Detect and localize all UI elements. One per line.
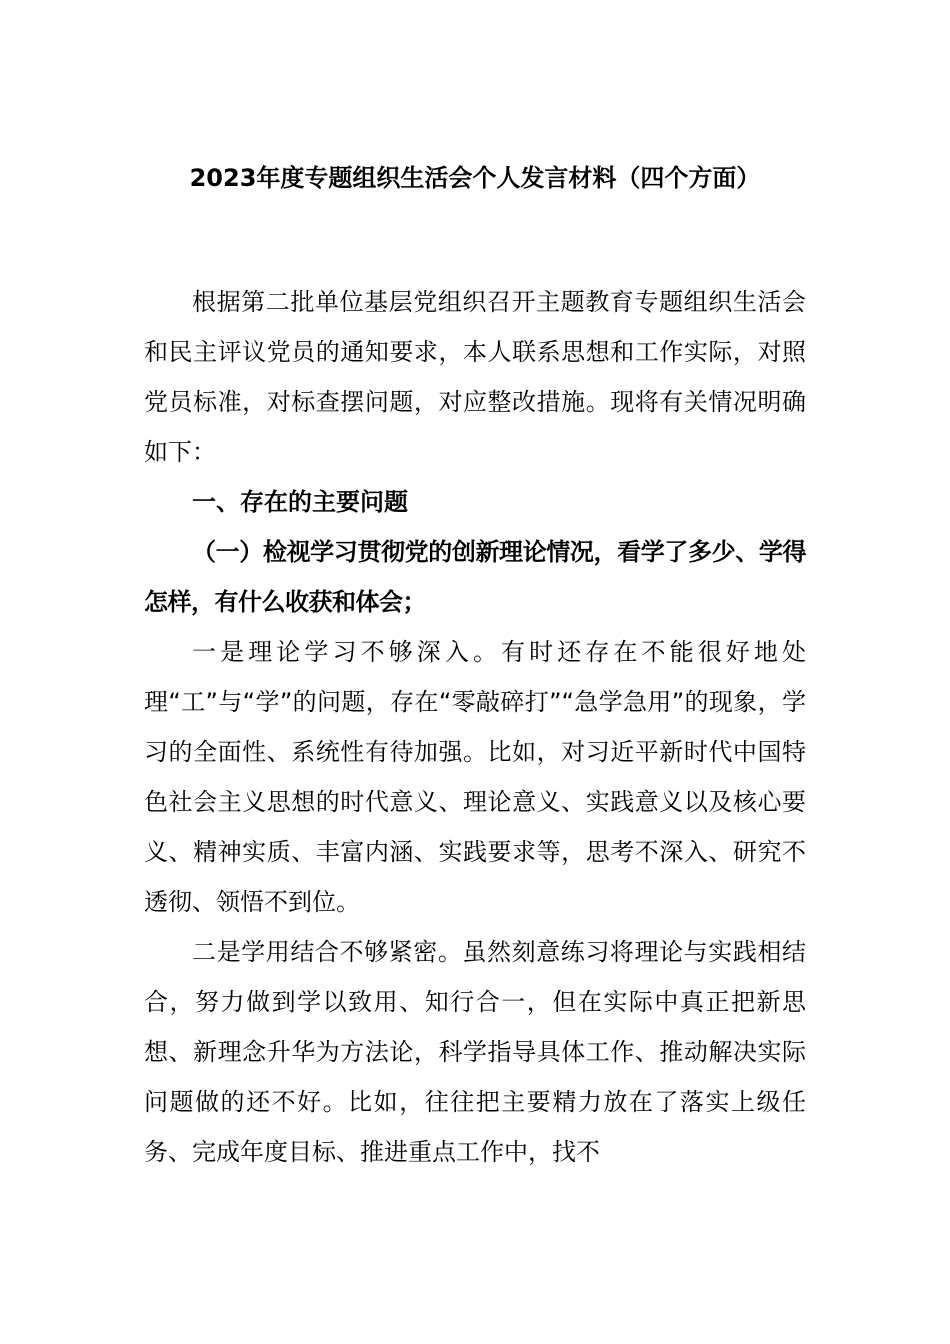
document-title: 2023年度专题组织生活会个人发言材料（四个方面） [189,164,761,192]
subsection-heading-theory-study: （一）检视学习贯彻党的创新理论情况，看学了多少、学得怎样，有什么收获和体会； [144,538,806,616]
document-body [144,277,806,1177]
point-paragraph-1: 一是理论学习不够深入。有时还存在不能很好地处理“工”与“学”的问题，存在“零敲碎打”“急学急用”的现象，学习的全面性、系统性有待加强。比如，对习近平新时代中国特色社会主义思想的时代意义、理论意义、实践意义以及核心要义、精神实质、丰富内涵、实践要求等，思考不深入、研究不透彻、领悟不到位。 [144,638,806,916]
point-paragraph-2: 二是学用结合不够紧密。虽然刻意练习将理论与实践相结合，努力做到学以致用、知行合一，但在实际中真正把新思想、新理念升华为方法论，科学指导具体工作、推动解决实际问题做的还不好。比如，往往把主要精力放在了落实上级任务、完成年度目标、推进重点工作中，找不 [144,938,806,1166]
section-heading-problems: 一、存在的主要问题 [192,488,408,516]
intro-paragraph: 根据第二批单位基层党组织召开主题教育专题组织生活会和民主评议党员的通知要求，本人联系思想和工作实际，对照党员标准，对标查摆问题，对应整改措施。现将有关情况明确如下： [144,288,806,466]
